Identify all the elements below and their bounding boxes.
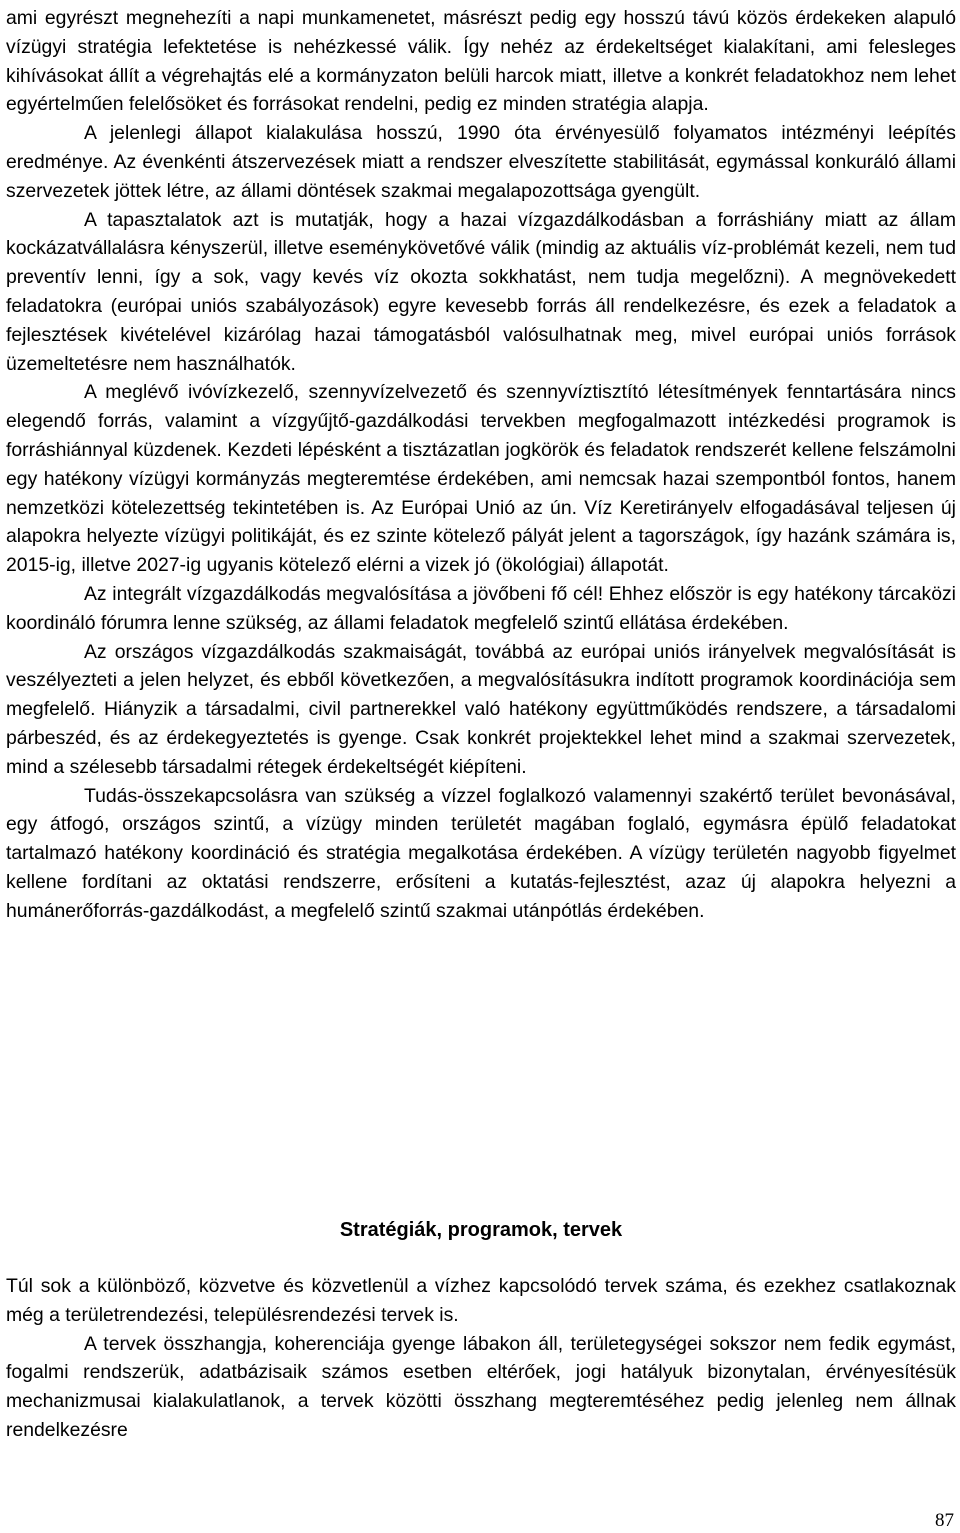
paragraph-1: ami egyrészt megnehezíti a napi munkamenetet, másrészt pedig egy hosszú távú közös érdekeken alapuló vízügyi stratégia lefektetése is nehézkessé válik. Így nehéz az érdekeltséget kialakítani, ami felesleges kihívásokat állít a végrehajtás elé a kormányzaton belüli harcok miatt, illetve a konkrét feladatokhoz nem lehet egyértelműen felelősöket és forrásokat rendelni, pedig ez minden stratégia alapja. — [6, 7, 956, 116]
page-number: 87 — [935, 1510, 954, 1531]
section-heading: Stratégiák, programok, tervek — [339, 1219, 623, 1241]
paragraph-9: A tervek összhangja, koherenciája gyenge lábakon áll, területegységei sokszor nem fedik egymást, fogalmi rendszerük, adatbázisaik számos esetben eltérőek, jogi hatályuk bizonytalan, érvényesítésük mechanizmusai kialakulatlanok, a tervek közötti összhang megteremtéséhez pedig jelenleg nem állnak rendelkezésre — [6, 1332, 956, 1441]
paragraph-7: Tudás-összekapcsolásra van szükség a vízzel foglalkozó valamennyi szakértő terület bevonásával, egy átfogó, országos szintű, a vízügy minden területét magában foglaló, egymásra épülő feladatokat tartalmazó hatékony koordináció és stratégia megalkotása érdekében. A vízügy területén nagyobb figyelmet kellene fordítani az oktatási rendszerre, erősíteni a kutatás-fejlesztést, azaz új alapokra helyezni a humánerőforrás-gazdálkodást, a megfelelő szintű szakmai utánpótlás érdekében. — [6, 784, 956, 922]
section-body-2 — [6, 1272, 956, 1445]
document-page — [6, 4, 956, 1441]
paragraph-5: Az integrált vízgazdálkodás megvalósítása a jövőbeni fő cél! Ehhez először is egy hatékony tárcaközi koordináló fórumra lenne szükség, az állami feladatok megfelelő szintű ellátása érdekében. — [6, 582, 956, 634]
paragraph-4: A meglévő ivóvízkezelő, szennyvízelvezető és szennyvíztisztító létesítmények fenntartására nincs elegendő forrás, valamint a vízgyűjtő-gazdálkodási tervekben megfogalmazott intézkedési programok is forráshiánnyal küzdenek. Kezdeti lépésként a tisztázatlan jogkörök és feladatok rendszerét kellene felszámolni egy hatékony vízügyi kormányzás megteremtése érdekében, ami nemcsak hazai szempontból fontos, hanem nemzetközi kötelezettség tekintetében is. Az Európai Unió az ún. Víz Keretirányelv elfogadásával teljesen új alapokra helyezte vízügyi politikáját, és ez szinte kötelező pályát jelent a tagországok, így hazánk számára is, 2015-ig, illetve 2027-ig ugyanis kötelező elérni a vizek jó (ökológiai) állapotát. — [6, 381, 956, 577]
paragraph-3: A tapasztalatok azt is mutatják, hogy a hazai vízgazdálkodásban a forráshiány miatt az állam kockázatvállalásra kényszerül, illetve eseménykövetővé válik (mindig az aktuális víz-problémát kezeli, nem tud preventív lenni, így a sok, vagy kevés víz okozta sokkhatást, nem tudja megelőzni). A megnövekedett feladatokra (európai uniós szabályozások) egyre kevesebb forrás áll rendelkezésre, és ezek a feladatok a fejlesztések kivételével kizárólag hazai támogatásból valósulhatnak meg, mivel európai uniós források üzemeltetésre nem használhatók. — [6, 208, 956, 375]
section-body-1 — [6, 4, 956, 926]
paragraph-6: Az országos vízgazdálkodás szakmaiságát, továbbá az európai uniós irányelvek megvalósítását is veszélyezteti a jelen helyzet, és ebből következően, a megvalósításukra indított programok koordinációja sem megfelelő. Hiányzik a társadalmi, civil partnerekkel való hatékony együttműködés rendszere, a társadalomi párbeszéd, és az érdekegyeztetés is gyenge. Csak konkrét projektekkel lehet mind a szakmai szervezetek, mind a szélesebb társadalmi rétegek érdekeltségét kiépíteni. — [6, 640, 956, 778]
paragraph-8: Túl sok a különböző, közvetve és közvetlenül a vízhez kapcsolódó tervek száma, és ezekhez csatlakoznak még a területrendezési, településrendezési tervek is. — [6, 1275, 956, 1326]
paragraph-2: A jelenlegi állapot kialakulása hosszú, 1990 óta érvényesülő folyamatos intézményi leépítés eredménye. Az évenkénti átszervezések miatt a rendszer elveszítette stabilitását, egymással konkuráló állami szervezetek jöttek létre, az állami döntések szakmai megalapozottsága gyengült. — [6, 122, 956, 202]
